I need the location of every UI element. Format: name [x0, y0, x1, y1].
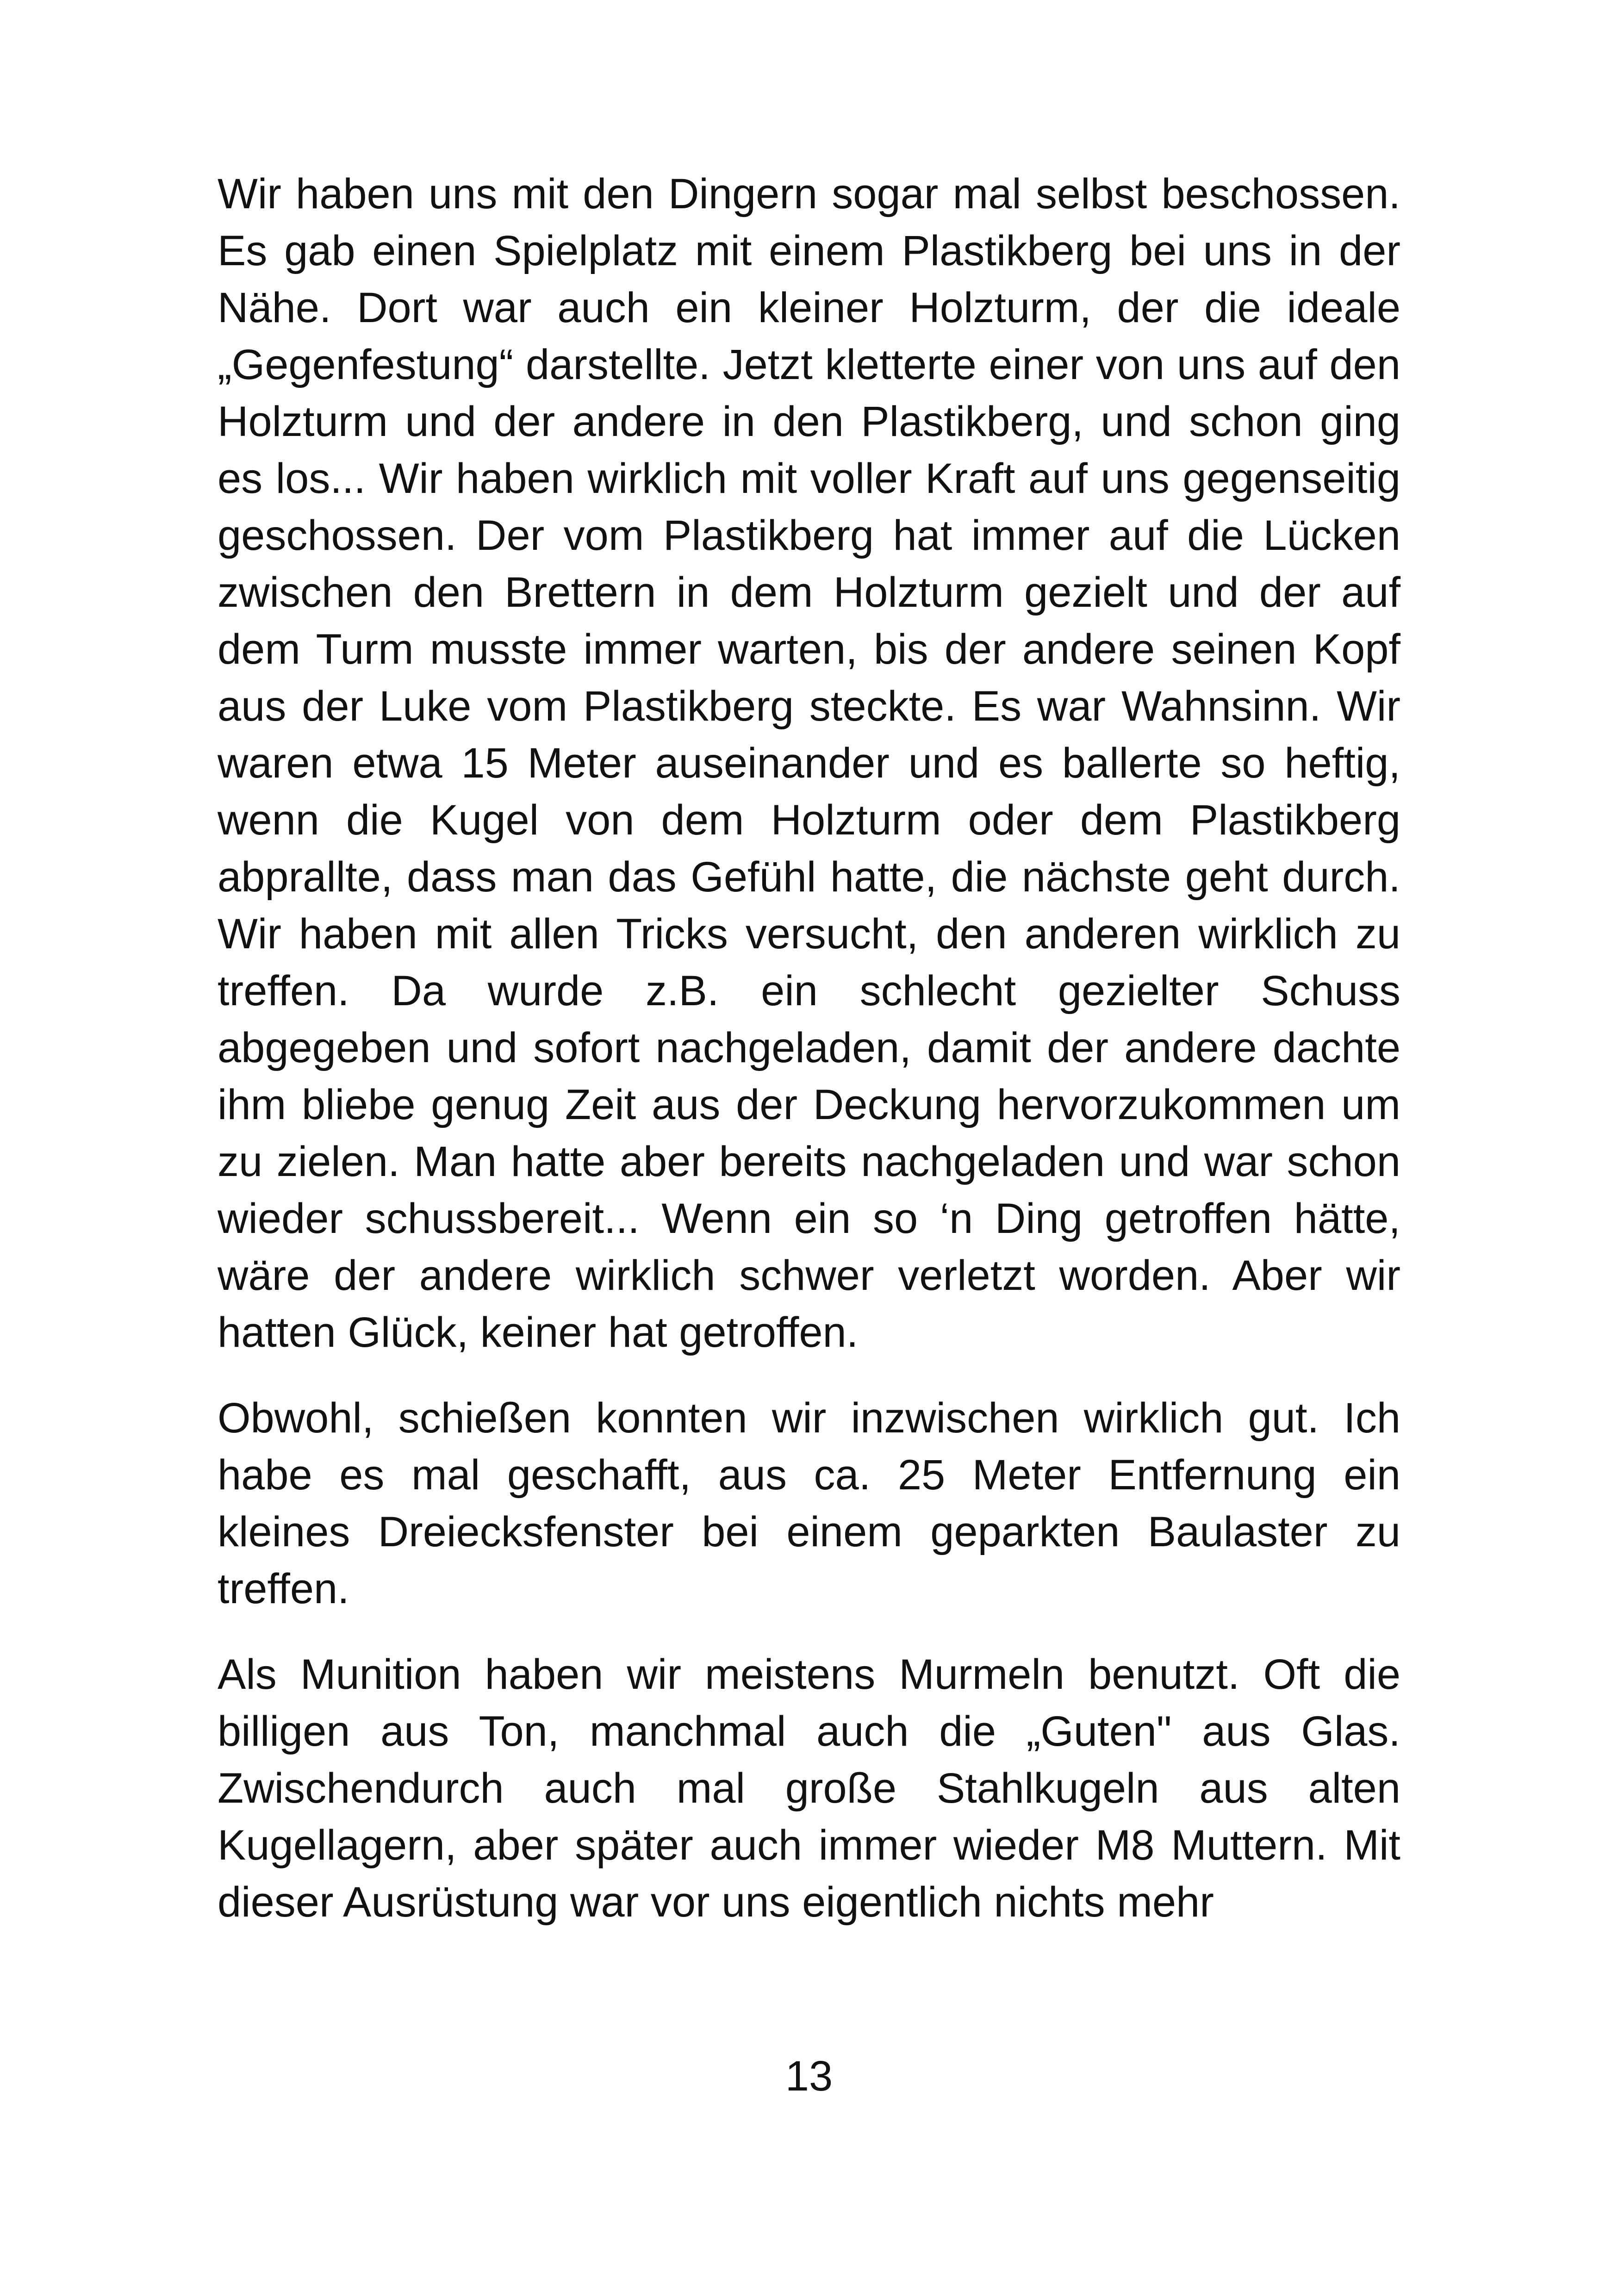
paragraph-3: Als Munition haben wir meistens Murmeln benutzt. Oft die billigen aus Ton, manchmal auch die „Guten" aus Glas. Zwischendurch auch mal große Stahlkugeln aus alten Kugellagern, aber später auch immer wieder M8 Muttern. Mit dieser Ausrüstung war vor uns eigentlich nichts mehr: [218, 1651, 1400, 1926]
page-number: 13: [785, 2053, 833, 2100]
paragraph-2: Obwohl, schießen konnten wir inzwischen wirklich gut. Ich habe es mal geschafft, aus ca. 25 Meter Entfernung ein kleines Dreiecksfenster bei einem geparkten Baulaster zu treffen.: [218, 1394, 1400, 1612]
paragraph-1: Wir haben uns mit den Dingern sogar mal selbst beschossen. Es gab einen Spielplatz mit einem Plastikberg bei uns in der Nähe. Dort war auch ein kleiner Holzturm, der die ideale „Gegenfestung“ darstellte. Jetzt kletterte einer von uns auf den Holzturm und der andere in den Plastikberg, und schon ging es los... Wir haben wirklich mit voller Kraft auf uns gegenseitig geschossen. Der vom Plastikberg hat immer auf die Lücken zwischen den Brettern in dem Holzturm gezielt und der auf dem Turm musste immer warten, bis der andere seinen Kopf aus der Luke vom Plastikberg steckte. Es war Wahnsinn. Wir waren etwa 15 Meter auseinander und es ballerte so heftig, wenn die Kugel von dem Holzturm oder dem Plastikberg abprallte, dass man das Gefühl hatte, die nächste geht durch. Wir haben mit allen Tricks versucht, den anderen wirklich zu treffen. Da wurde z.B. ein schlecht gezielter Schuss abgegeben und sofort nachgeladen, damit der andere dachte ihm bliebe genug Zeit aus der Deckung hervorzukommen um zu zielen. Man hatte aber bereits nachgeladen und war schon wieder schussbereit... Wenn ein so ‘n Ding getroffen hätte, wäre der andere wirklich schwer verletzt worden. Aber wir hatten Glück, keiner hat getroffen.: [218, 170, 1400, 1356]
body-text: [218, 166, 1400, 1960]
